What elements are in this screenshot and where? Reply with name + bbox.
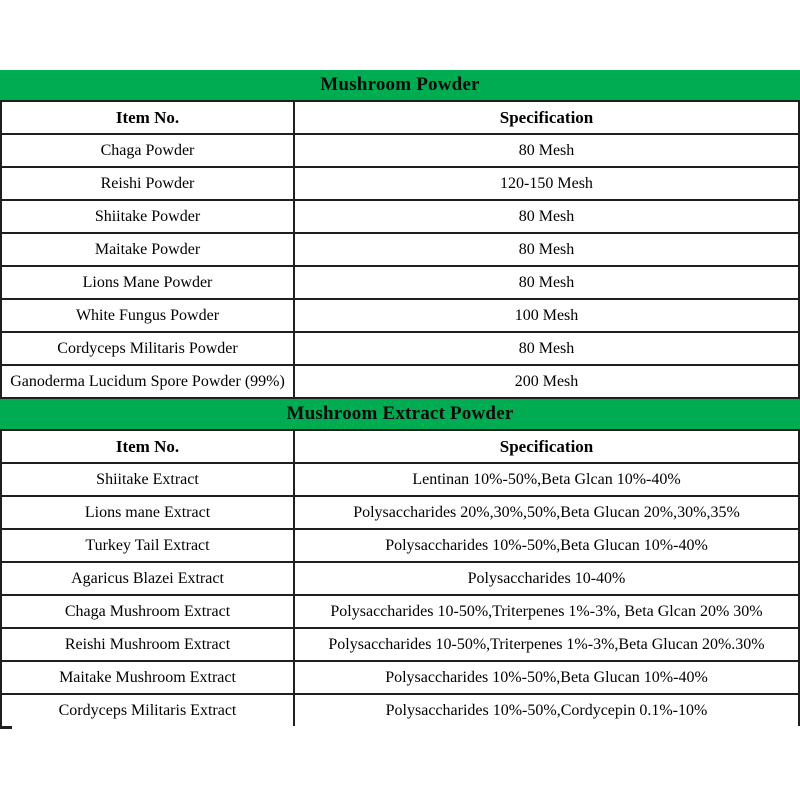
item-cell: Lions Mane Powder bbox=[1, 266, 294, 299]
spec-cell: Polysaccharides 10-50%,Triterpenes 1%-3%,Beta Glucan 20%.30% bbox=[294, 628, 799, 661]
spec-cell: 80 Mesh bbox=[294, 266, 799, 299]
table-row bbox=[1, 496, 799, 529]
table-row bbox=[1, 332, 799, 365]
table-row bbox=[1, 299, 799, 332]
table-row bbox=[1, 562, 799, 595]
table-row bbox=[1, 694, 799, 726]
spec-cell: Polysaccharides 10-50%,Triterpenes 1%-3%, Beta Glcan 20% 30% bbox=[294, 595, 799, 628]
spec-cell: Polysaccharides 10-40% bbox=[294, 562, 799, 595]
table-row bbox=[1, 628, 799, 661]
spec-cell: Polysaccharides 10%-50%,Beta Glucan 10%-40% bbox=[294, 529, 799, 562]
table-row bbox=[1, 365, 799, 398]
table-row bbox=[1, 595, 799, 628]
spec-cell: 200 Mesh bbox=[294, 365, 799, 398]
table-row bbox=[1, 167, 799, 200]
column-header-item-no: Item No. bbox=[1, 101, 294, 134]
column-header-specification: Specification bbox=[294, 430, 799, 463]
item-cell: Cordyceps Militaris Powder bbox=[1, 332, 294, 365]
item-cell: Ganoderma Lucidum Spore Powder (99%) bbox=[1, 365, 294, 398]
spec-cell: 80 Mesh bbox=[294, 233, 799, 266]
item-cell: Turkey Tail Extract bbox=[1, 529, 294, 562]
item-cell: Chaga Powder bbox=[1, 134, 294, 167]
spec-cell: Polysaccharides 10%-50%,Beta Glucan 10%-40% bbox=[294, 661, 799, 694]
mushroom-extract-powder-title-bar bbox=[0, 399, 800, 429]
item-cell: Maitake Mushroom Extract bbox=[1, 661, 294, 694]
item-cell: Cordyceps Militaris Extract bbox=[1, 694, 294, 726]
mushroom-powder-table bbox=[0, 100, 800, 399]
table-row bbox=[1, 463, 799, 496]
item-cell: Chaga Mushroom Extract bbox=[1, 595, 294, 628]
table-title: Mushroom Extract Powder bbox=[286, 403, 514, 424]
table-row bbox=[1, 661, 799, 694]
table-row bbox=[1, 233, 799, 266]
item-cell: Shiitake Powder bbox=[1, 200, 294, 233]
header-row bbox=[1, 101, 799, 134]
mushroom-extract-powder-table bbox=[0, 429, 800, 726]
spec-cell: Polysaccharides 20%,30%,50%,Beta Glucan 20%,30%,35% bbox=[294, 496, 799, 529]
spec-cell: 80 Mesh bbox=[294, 134, 799, 167]
table-row bbox=[1, 529, 799, 562]
spec-cell: 120-150 Mesh bbox=[294, 167, 799, 200]
mushroom-powder-title-bar bbox=[0, 70, 800, 100]
spec-cell: 80 Mesh bbox=[294, 200, 799, 233]
item-cell: Shiitake Extract bbox=[1, 463, 294, 496]
table-row bbox=[1, 134, 799, 167]
cutoff-border-stub bbox=[0, 726, 12, 729]
mushroom-powder-section bbox=[0, 70, 800, 399]
table-row bbox=[1, 200, 799, 233]
item-cell: Lions mane Extract bbox=[1, 496, 294, 529]
table-title: Mushroom Powder bbox=[320, 74, 480, 95]
item-cell: Agaricus Blazei Extract bbox=[1, 562, 294, 595]
column-header-specification: Specification bbox=[294, 101, 799, 134]
item-cell: Reishi Mushroom Extract bbox=[1, 628, 294, 661]
spec-cell: 80 Mesh bbox=[294, 332, 799, 365]
column-header-item-no: Item No. bbox=[1, 430, 294, 463]
table-row bbox=[1, 266, 799, 299]
spec-cell: Lentinan 10%-50%,Beta Glcan 10%-40% bbox=[294, 463, 799, 496]
mushroom-extract-powder-section bbox=[0, 399, 800, 729]
item-cell: Maitake Powder bbox=[1, 233, 294, 266]
item-cell: White Fungus Powder bbox=[1, 299, 294, 332]
item-cell: Reishi Powder bbox=[1, 167, 294, 200]
spec-cell: 100 Mesh bbox=[294, 299, 799, 332]
spec-cell: Polysaccharides 10%-50%,Cordycepin 0.1%-10% bbox=[294, 694, 799, 726]
header-row bbox=[1, 430, 799, 463]
